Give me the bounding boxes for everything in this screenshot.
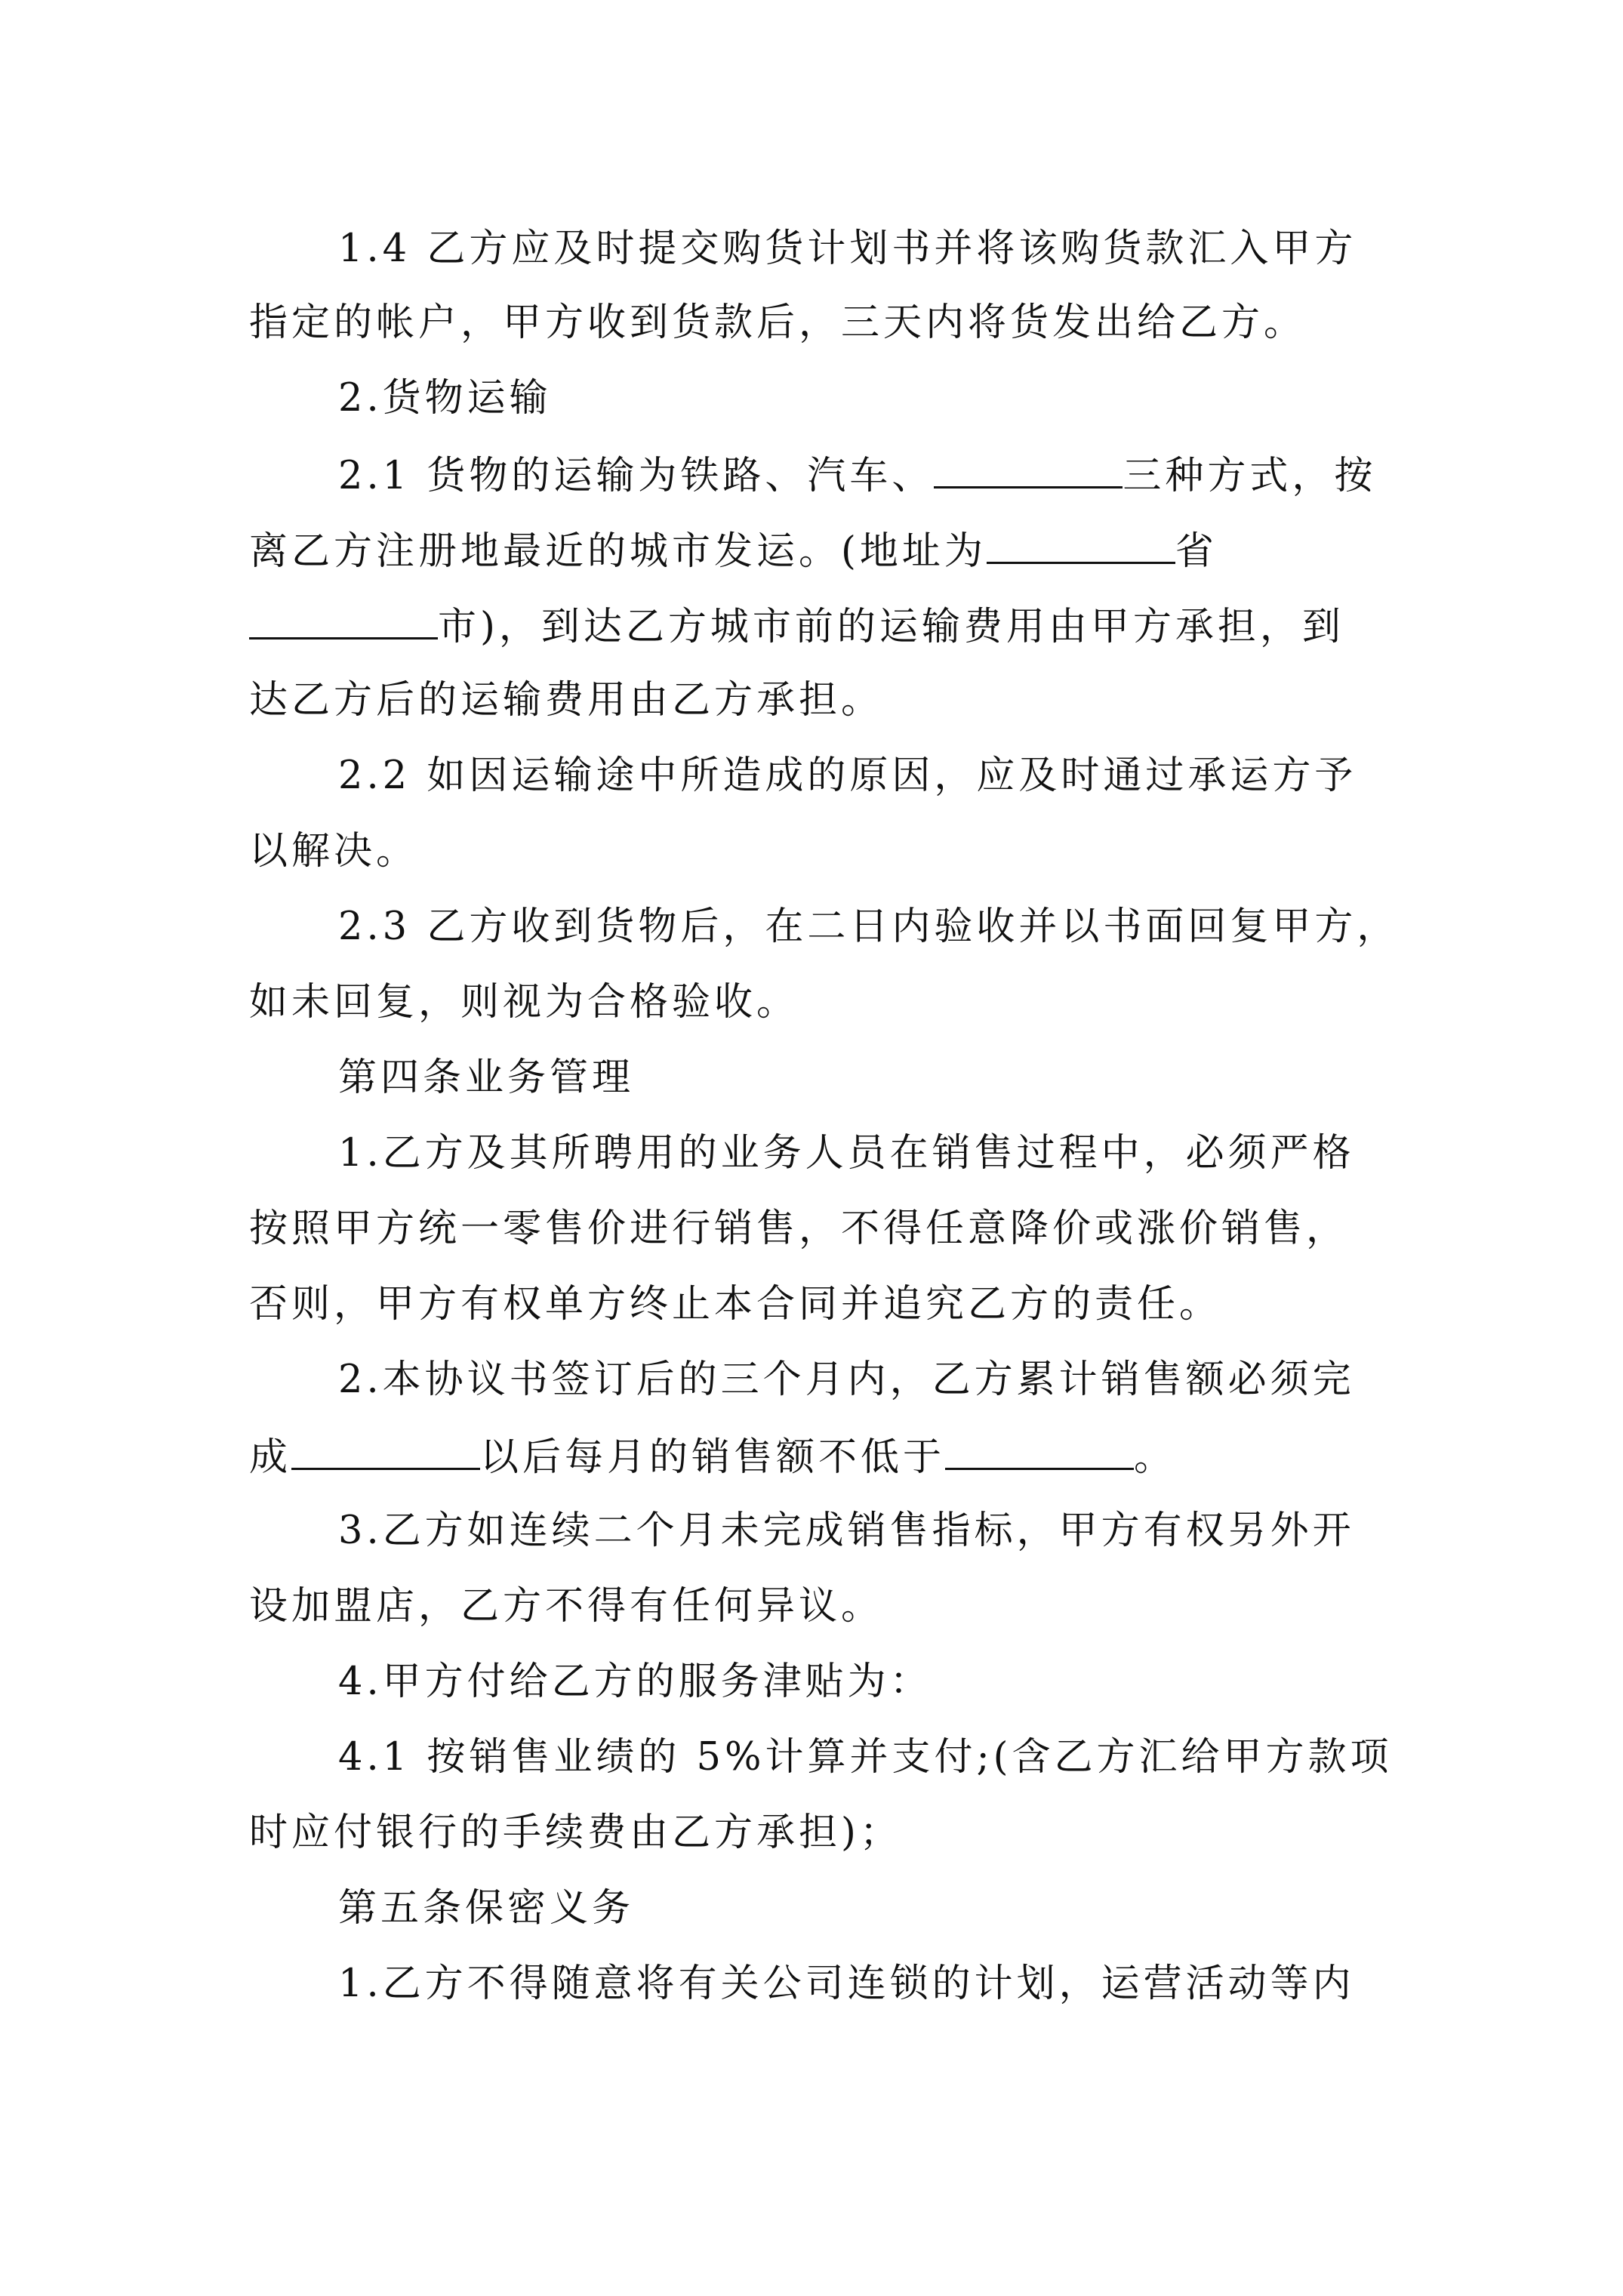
paragraph-line: 否则，甲方有权单方终止本合同并追究乙方的责任。 (249, 1282, 1222, 1327)
fill-in-blank[interactable] (934, 451, 1123, 488)
article-heading: 第四条业务管理 (338, 1056, 635, 1100)
paragraph-line: 1.乙方不得随意将有关公司连锁的计划，运营活动等内 (338, 1962, 1355, 2006)
text-segment: 省 (1175, 529, 1218, 574)
paragraph-line (338, 451, 1471, 497)
paragraph-line: 1.乙方及其所聘用的业务人员在销售过程中，必须严格 (338, 1131, 1355, 1176)
paragraph-line: 2.3 乙方收到货物后，在二日内验收并以书面回复甲方， (338, 905, 1400, 949)
text-segment: 。 (1134, 1435, 1177, 1480)
paragraph-line: 以解决。 (249, 829, 419, 874)
paragraph-line (249, 603, 1381, 648)
text-segment: 2.1 货物的运输为铁路、汽车、 (338, 454, 935, 498)
paragraph-line: 设加盟店，乙方不得有任何异议。 (249, 1584, 884, 1629)
paragraph-line: 4.1 按销售业绩的 5%计算并支付;(含乙方汇给甲方款项 (338, 1735, 1393, 1780)
paragraph-line (249, 527, 1381, 572)
section-heading: 2.货物运输 (338, 376, 552, 421)
paragraph-line: 1.4 乙方应及时提交购货计划书并将该购货款汇入甲方 (338, 227, 1357, 271)
paragraph-line: 2.2 如因运输途中所造成的原因，应及时通过承运方予 (338, 754, 1357, 798)
paragraph-line: 达乙方后的运输费用由乙方承担。 (249, 678, 884, 723)
paragraph-line: 指定的帐户，甲方收到货款后，三天内将货发出给乙方。 (249, 300, 1307, 345)
text-segment: 三种方式，按 (1123, 454, 1377, 498)
paragraph-line: 2.本协议书签订后的三个月内，乙方累计销售额必须完 (338, 1358, 1355, 1402)
article-heading: 第五条保密义务 (338, 1886, 635, 1931)
fill-in-blank[interactable] (249, 603, 438, 639)
paragraph-line: 时应付银行的手续费由乙方承担)； (249, 1811, 902, 1855)
fill-in-blank[interactable] (987, 527, 1175, 564)
text-segment: 以后每月的销售额不低于 (480, 1435, 946, 1480)
paragraph-line: 如未回复，则视为合格验收。 (249, 980, 799, 1025)
text-segment: 成 (249, 1435, 292, 1480)
fill-in-blank[interactable] (945, 1433, 1134, 1470)
text-segment: 离乙方注册地最近的城市发运。(地址为 (249, 529, 987, 574)
paragraph-line: 按照甲方统一零售价进行销售，不得任意降价或涨价销售， (249, 1207, 1349, 1251)
paragraph-line (249, 1433, 1381, 1478)
text-segment: 市)，到达乙方城市前的运输费用由甲方承担，到 (438, 605, 1344, 649)
paragraph-line: 4.甲方付给乙方的服务津贴为： (338, 1660, 932, 1704)
paragraph-line: 3.乙方如连续二个月未完成销售指标，甲方有权另外开 (338, 1509, 1355, 1553)
fill-in-blank[interactable] (291, 1433, 480, 1470)
